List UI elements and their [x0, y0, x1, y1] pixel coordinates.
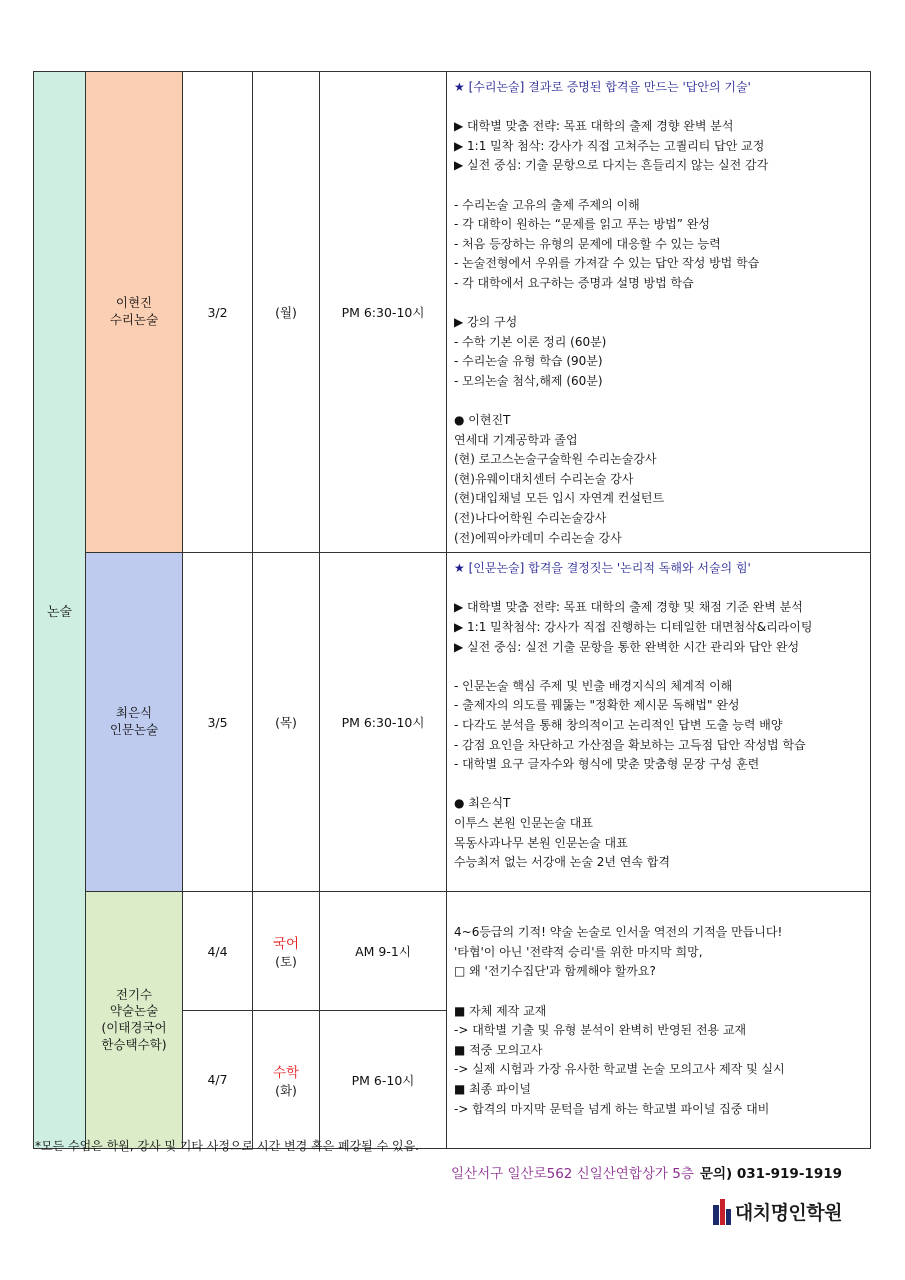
blank-line [454, 579, 866, 599]
description-line: ● 최은식T [454, 796, 511, 811]
description-line: - 대학별 요구 글자수와 형식에 맞춘 맞춤형 문장 구성 훈련 [454, 757, 760, 772]
blank-line [454, 294, 866, 314]
subject-day-cell [253, 1011, 320, 1149]
logo-text: 대치명인학원 [734, 1202, 842, 1224]
instructor-line: 이현진 [115, 295, 153, 311]
instructor-line: 전기수 [115, 986, 153, 1002]
description-line: ▶ 실전 중심: 실전 기출 문항을 통한 완벽한 시간 관리와 답안 완성 [454, 639, 800, 654]
course-description [447, 553, 871, 892]
description-line: ▶ 1:1 밀착첨삭: 강사가 직접 진행하는 디테일한 대면첨삭&리라이팅 [454, 620, 813, 635]
address: 일산서구 일산로562 신일산연합상가 5층 [451, 1166, 694, 1182]
day-cell: (목) [253, 553, 320, 892]
instructor-line: (이태경국어 [101, 1020, 167, 1036]
description-line: (현) 로고스논술구술학원 수리논술강사 [454, 452, 657, 467]
course-row-2 [34, 553, 871, 892]
time-cell: PM 6:30-10시 [320, 72, 447, 553]
description-line: 4~6등급의 기적! 약술 논술로 인서울 역전의 기적을 만듭니다! [454, 925, 783, 940]
instructor-cell [86, 553, 183, 892]
description-line: - 각 대학이 원하는 “문제를 읽고 푸는 방법” 완성 [454, 217, 710, 232]
blank-line [454, 98, 866, 118]
time-cell: PM 6-10시 [320, 1011, 447, 1149]
description-line: 수능최저 없는 서강애 논술 2년 연속 합격 [454, 855, 670, 870]
description-line: ▶ 실전 중심: 기출 문항으로 다지는 흔들리지 않는 실전 감각 [454, 158, 769, 173]
blank-line [454, 392, 866, 412]
subject-label: 수학 [272, 1064, 300, 1081]
description-line: ● 이현진T [454, 413, 511, 428]
course-headline: ★ [수리논술] 결과로 증명된 합격을 만드는 '답안의 기술' [454, 80, 751, 94]
address-line [451, 1162, 842, 1182]
blank-line [454, 982, 866, 1002]
time-cell: PM 6:30-10시 [320, 553, 447, 892]
description-line: -> 대학별 기출 및 유형 분석이 완벽히 반영된 전용 교재 [454, 1023, 747, 1038]
description-line: - 수리논술 고유의 출제 주제의 이해 [454, 197, 640, 212]
course-headline: ★ [인문논술] 합격을 결정짓는 '논리적 독해와 서술의 힘' [454, 561, 751, 576]
subject-label: 국어 [272, 936, 300, 953]
description-line: - 인문논술 핵심 주제 및 빈출 배경지식의 체계적 이해 [454, 678, 733, 693]
description-line: ▶ 1:1 밀착 첨삭: 강사가 직접 고쳐주는 고퀄리티 답안 교정 [454, 138, 765, 153]
description-line: □ 왜 '전기수집단'과 함께해야 할까요? [454, 964, 656, 979]
category-cell: 논술 [34, 72, 86, 1149]
course-row-3a [34, 892, 871, 1011]
footnote: *모든 수업은 학원, 강사 및 기타 사정으로 시간 변경 혹은 폐강될 수 있음. [35, 1139, 419, 1153]
day-label: (토) [275, 954, 297, 970]
description-line: ■ 적중 모의고사 [454, 1042, 543, 1057]
description-line: - 수학 기본 이론 정리 (60분) [454, 334, 607, 349]
instructor-line: 한승택수학) [101, 1037, 167, 1053]
description-line: ▶ 대학별 맞춤 전략: 목표 대학의 출제 경향 완벽 분석 [454, 119, 734, 134]
description-line: - 논술전형에서 우위를 가져갈 수 있는 답안 작성 방법 학습 [454, 256, 760, 271]
date-cell: 3/2 [183, 72, 253, 553]
description-line: - 모의논술 첨삭,해제 (60분) [454, 373, 603, 388]
description-line: -> 합격의 마지막 문턱을 넘게 하는 학교별 파이널 집중 대비 [454, 1101, 770, 1116]
description-line: - 출제자의 의도를 꿰뚫는 "정확한 제시문 독해법" 완성 [454, 698, 740, 713]
subject-day-cell [253, 892, 320, 1011]
description-line: 목동사과나무 본원 인문논술 대표 [454, 835, 628, 850]
description-line: ■ 자체 제작 교재 [454, 1003, 547, 1018]
instructor-line: 약술논술 [109, 1003, 159, 1019]
description-line: (현)대입채널 모든 입시 자연계 컨설턴트 [454, 491, 665, 506]
instructor-cell [86, 72, 183, 553]
description-line: ■ 최종 파이널 [454, 1082, 531, 1097]
blank-line [454, 657, 866, 677]
day-label: (화) [275, 1082, 297, 1098]
date-cell: 4/7 [183, 1011, 253, 1149]
description-line: - 다각도 분석을 통해 창의적이고 논리적인 답변 도출 능력 배양 [454, 718, 783, 732]
course-row-1 [34, 72, 871, 553]
description-line: ▶ 대학별 맞춤 전략: 목표 대학의 출제 경향 및 채점 기준 완벽 분석 [454, 600, 803, 615]
blank-line [454, 775, 866, 795]
blank-line [454, 176, 866, 196]
description-line: (전)에픽아카데미 수리논술 강사 [454, 530, 622, 545]
instructor-line: 최은식 [115, 705, 153, 721]
course-description [447, 72, 871, 553]
description-line: (현)유웨이대치센터 수리논술 강사 [454, 471, 634, 486]
date-cell: 3/5 [183, 553, 253, 892]
description-line: 연세대 기계공학과 졸업 [454, 432, 578, 447]
description-line: '타협'이 아닌 '전략적 승리'를 위한 마지막 희망, [454, 944, 703, 959]
description-line: ▶ 강의 구성 [454, 315, 518, 330]
description-line: (전)나다어학원 수리논술강사 [454, 511, 607, 526]
schedule-table [33, 71, 871, 1149]
description-line: -> 실제 시험과 가장 유사한 학교별 논술 모의고사 제작 및 실시 [454, 1062, 785, 1077]
day-cell: (월) [253, 72, 320, 553]
description-line: - 처음 등장하는 유형의 문제에 대응할 수 있는 능력 [454, 236, 721, 251]
logo-mark-icon [713, 1199, 731, 1225]
time-cell: AM 9-1시 [320, 892, 447, 1011]
description-line: - 수리논술 유형 학습 (90분) [454, 354, 603, 369]
course-description [447, 892, 871, 1149]
instructor-line: 수리논술 [109, 312, 159, 328]
instructor-line: 인문논술 [109, 722, 159, 738]
description-line: - 감점 요인을 차단하고 가산점을 확보하는 고득점 답안 작성법 학습 [454, 737, 806, 752]
academy-logo [713, 1198, 842, 1225]
description-line: - 각 대학에서 요구하는 증명과 설명 방법 학습 [454, 275, 694, 290]
instructor-cell [86, 892, 183, 1149]
contact-phone: 문의) 031-919-1919 [699, 1166, 842, 1182]
date-cell: 4/4 [183, 892, 253, 1011]
description-line: 이투스 본원 인문논술 대표 [454, 815, 593, 830]
